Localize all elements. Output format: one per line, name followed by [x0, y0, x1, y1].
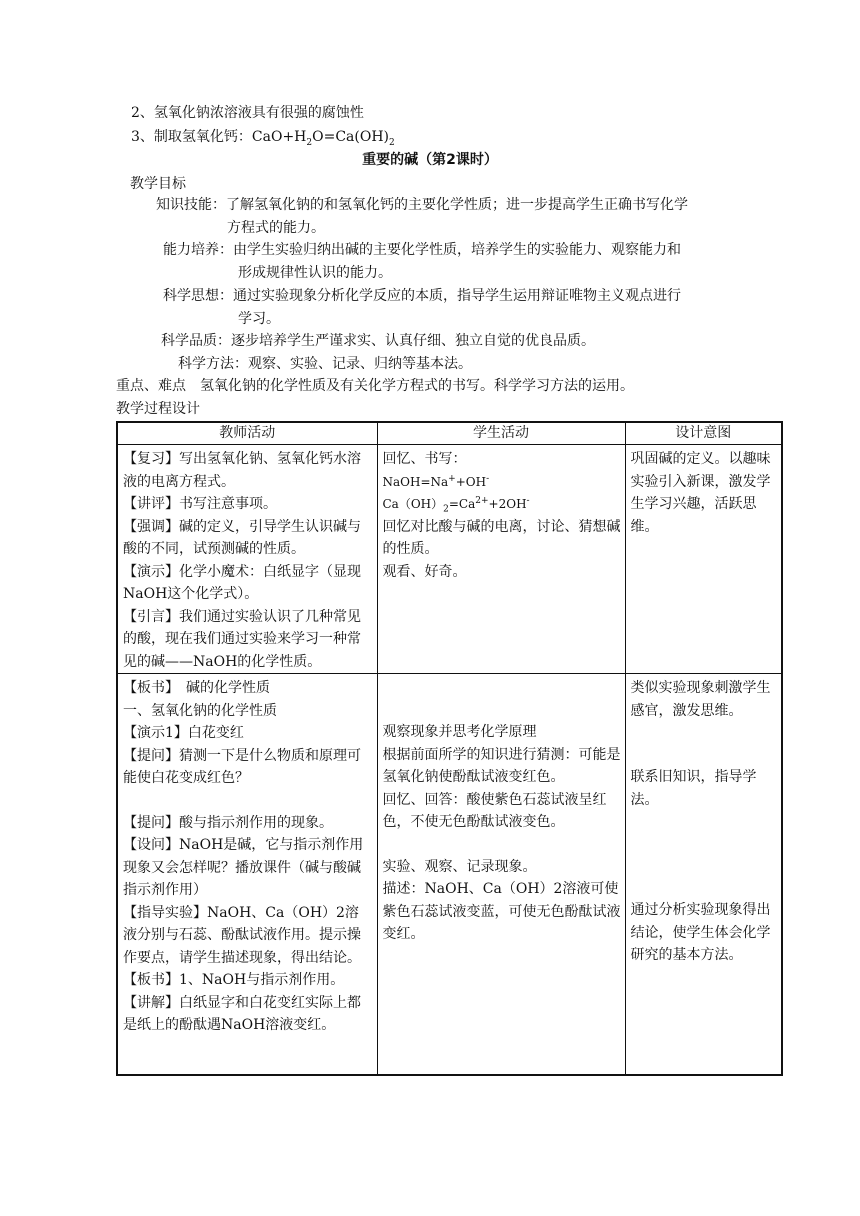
eq2-c: +2OH: [488, 497, 527, 511]
row2-student-line: 观察现象并思考化学原理: [382, 724, 537, 740]
table-row: [117, 674, 782, 1076]
row2-intent-gap: [631, 744, 778, 766]
row2-intent-line: 通过分析实验现象得出结论，使学生体会化学研究的基本方法。: [630, 902, 771, 963]
table-header-row: [117, 422, 782, 445]
row1-intent: 巩固碱的定义。以趣味实验引入新课，激发学生学习兴趣，活跃思维。: [630, 451, 771, 535]
intro-line-3-sub: 2: [306, 137, 313, 148]
goal-knowledge-line-2: 方程式的能力。: [227, 220, 325, 236]
row2-student-line: 根据前面所学的知识进行猜测：可能是氢氧化钠使酚酞试液变红色。: [382, 746, 621, 785]
goal-ability-line-1: 能力培养：由学生实验归纳出碱的主要化学性质，培养学生的实验能力、观察能力和: [163, 242, 681, 258]
row1-teacher-line: 【复习】写出氢氧化钠、氢氧化钙水溶液的电离方程式。: [123, 451, 361, 490]
eq2-sub: 2: [443, 504, 449, 515]
intro-line-3-mid: O=Ca(OH): [312, 129, 390, 145]
row2-student-gap: [383, 677, 621, 699]
page-title: 重要的碱（第2课时）: [362, 152, 498, 168]
eq2-b: =Ca: [448, 497, 476, 511]
header-student: 学生活动: [377, 422, 625, 445]
row2-teacher-line: 一、氢氧化钠的化学性质: [123, 702, 277, 719]
header-teacher: 教师活动: [117, 422, 377, 445]
row1-teacher-line: 【演示】化学小魔术：白纸显字（显现NaOH这个化学式）。: [123, 563, 361, 602]
row2-student-gap: [383, 699, 621, 721]
goal-method: 科学方法：观察、实验、记录、归纳等基本法。: [178, 356, 472, 372]
row2-intent-gap: [631, 855, 778, 877]
goals-heading: 教学目标: [130, 176, 186, 192]
row2-intent-gap: [631, 722, 778, 744]
row1-student-cell: [377, 445, 625, 674]
row2-teacher-line: 【演示1】白花变红: [123, 725, 244, 741]
row1-teacher-line: 【引言】我们通过实验认识了几种常见的酸，现在我们通过实验来学习一种常见的碱——NaOH的化学性质。: [123, 608, 361, 670]
equation-caoh2: [383, 493, 621, 516]
row1-teacher-cell: [117, 445, 377, 674]
row2-teacher-line: 【讲解】白纸显字和白花变红实际上都是纸上的酚酞遇NaOH溶液变红。: [123, 994, 361, 1033]
row2-teacher-line: 【板书】1、NaOH与指示剂作用。: [123, 972, 345, 988]
row1-intent-cell: [625, 445, 782, 674]
row2-intent-gap: [631, 811, 778, 833]
eq1-b: +OH: [455, 474, 487, 489]
intro-line-3-prefix: 3、制取氢氧化钙：CaO+H: [131, 129, 307, 145]
eq1-a: NaOH=Na: [382, 474, 449, 489]
goal-thought-line-1: 科学思想：通过实验现象分析化学反应的本质，指导学生运用辩证唯物主义观点进行: [163, 288, 681, 304]
row2-teacher-cell: [117, 674, 377, 1076]
row2-intent-line: 联系旧知识，指导学法。: [630, 769, 757, 808]
intro-line-3: [131, 127, 395, 147]
goal-knowledge-line-1: 知识技能：了解氢氧化钠的和氢氧化钙的主要化学性质；进一步提高学生正确书写化学: [156, 197, 688, 213]
row1-student-recall: 回忆、书写：: [382, 451, 467, 467]
row2-intent-cell: [625, 674, 782, 1076]
table-row: [117, 445, 782, 674]
row2-teacher-line: 【设问】NaOH是碱，它与指示剂作用现象又会怎样呢？播放课件（碱与酸碱指示剂作用）: [123, 837, 364, 898]
row2-teacher-line: 【提问】猜测一下是什么物质和原理可能使白花变成红色？: [123, 747, 361, 786]
eq1-sup1: +: [448, 473, 456, 484]
row2-teacher-line: 【指导实验】NaOH、Ca（OH）2溶液分别与石蕊、酚酞试液作用。提示操作要点，请学生描述现象，得出结论。: [123, 904, 361, 966]
eq2-a: Ca（OH）: [382, 497, 444, 511]
row2-student-cell: [377, 674, 625, 1076]
header-intent: 设计意图: [625, 422, 782, 445]
goal-quality: 科学品质：逐步培养学生严谨求实、认真仔细、独立自觉的优良品质。: [161, 333, 595, 349]
key-points: 重点、难点 氢氧化钠的化学性质及有关化学方程式的书写。科学学习方法的运用。: [116, 378, 634, 394]
row2-student-line: 实验、观察、记录现象。: [382, 858, 537, 875]
intro-line-2: 2、氢氧化钠浓溶液具有很强的腐蚀性: [131, 105, 364, 121]
row2-intent-gap: [631, 833, 778, 855]
row2-teacher-line: 【提问】酸与指示剂作用的现象。: [123, 814, 333, 831]
row1-teacher-line: 【强调】碱的定义，引导学生认识碱与酸的不同，试预测碱的性质。: [123, 518, 361, 557]
row2-student-line: 描述：NaOH、Ca（OH）2溶液可使紫色石蕊试液变蓝，可使无色酚酞试液变红。: [382, 881, 621, 942]
equation-naoh: [383, 471, 621, 494]
row1-student-watch: 观看、好奇。: [382, 563, 467, 580]
eq1-sup2: -: [486, 473, 490, 484]
row2-intent-gap: [631, 877, 778, 899]
row2-student-gap: [383, 834, 621, 856]
row2-teacher-gap: [123, 790, 373, 812]
row1-student-more: 回忆对比酸与碱的电离，讨论、猜想碱的性质。: [382, 518, 621, 557]
goal-thought-line-2: 学习。: [238, 311, 280, 327]
process-heading: 教学过程设计: [116, 401, 200, 417]
goal-ability-line-2: 形成规律性认识的能力。: [238, 265, 392, 281]
row2-teacher-line: 【板书】 碱的化学性质: [123, 680, 270, 696]
intro-line-3-sub2: 2: [389, 137, 395, 148]
lesson-table: [116, 421, 783, 1076]
row2-student-line: 回忆、回答：酸使紫色石蕊试液呈红色，不使无色酚酞试液变色。: [382, 791, 607, 830]
row2-intent-line: 类似实验现象刺激学生感官，激发思维。: [630, 680, 771, 719]
row1-teacher-line: 【讲评】书写注意事项。: [123, 496, 277, 512]
eq2-sup1: 2+: [475, 496, 489, 506]
eq2-sup2: -: [526, 496, 530, 506]
